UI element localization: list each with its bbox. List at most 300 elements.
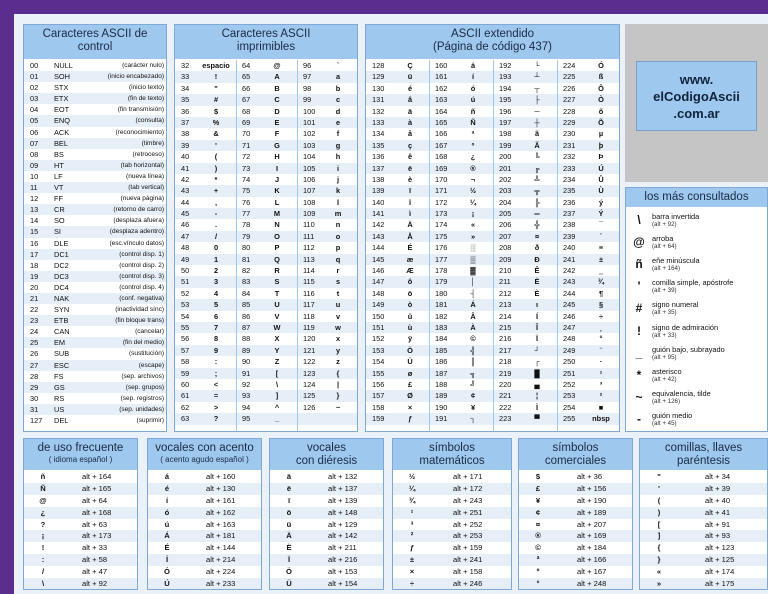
table-row [24, 293, 166, 304]
symbol-alt: alt + 246 [453, 579, 483, 589]
char-glyph: × [407, 402, 413, 412]
table-row [640, 483, 767, 495]
table-row [393, 495, 511, 507]
symbol-glyph: " [657, 472, 661, 481]
control-abbr: VT [54, 183, 64, 193]
symbol-alt: alt + 243 [453, 495, 483, 505]
table-row [519, 530, 632, 542]
table-row [393, 471, 511, 483]
bottom-panel-title: comillas, llaves [664, 442, 743, 454]
control-abbr: STX [54, 83, 69, 93]
table-row [175, 299, 357, 310]
table-row [24, 82, 166, 93]
char-code: 46 [181, 220, 190, 230]
char-glyph: Õ [598, 117, 604, 127]
char-code: 231 [563, 140, 576, 150]
char-code: 244 [563, 288, 576, 298]
symbol-glyph: } [657, 555, 661, 565]
table-row [24, 71, 166, 82]
char-glyph: - [214, 209, 218, 219]
symbol-alt: alt + 171 [453, 472, 483, 481]
most-consulted-glyph: # [635, 301, 643, 316]
char-glyph: ¾ [597, 277, 605, 287]
table-row [175, 197, 357, 208]
char-code: 142 [372, 220, 385, 230]
symbol-glyph: Ï [287, 555, 291, 565]
table-row [24, 60, 166, 71]
table-row [24, 530, 137, 542]
symbol-alt: alt + 172 [453, 483, 483, 493]
char-code: 241 [563, 254, 576, 264]
symbol-alt: alt + 175 [705, 579, 735, 589]
char-glyph: ÷ [598, 311, 604, 321]
most-consulted-panel [625, 187, 768, 432]
table-row [519, 507, 632, 519]
symbol-alt: alt + 167 [577, 567, 607, 577]
most-consulted-glyph: ! [637, 323, 641, 338]
char-glyph: h [335, 152, 341, 162]
control-desc: (tab horizontal) [120, 161, 164, 169]
char-code: 164 [435, 106, 448, 116]
char-code: 144 [372, 243, 385, 253]
char-glyph: x [335, 334, 341, 344]
page-content [14, 14, 768, 594]
control-code: 08 [30, 149, 39, 159]
most-consulted-name: guión bajo, subrayado [652, 344, 725, 354]
char-glyph: ┴ [534, 72, 540, 82]
char-code: 109 [303, 209, 316, 219]
most-consulted-glyph: ~ [635, 389, 643, 404]
char-code: 169 [435, 163, 448, 173]
symbol-alt: alt + 139 [328, 495, 358, 505]
char-glyph: ı [535, 300, 539, 310]
control-code: 11 [30, 183, 38, 193]
symbol-alt: alt + 253 [453, 531, 483, 541]
char-glyph: ¦ [535, 391, 539, 401]
extended-ascii-subtitle: (Página de código 437) [433, 40, 552, 53]
control-desc: (consulta) [135, 117, 164, 125]
char-glyph: © [470, 334, 476, 344]
table-row [175, 254, 357, 265]
char-glyph: ─ [534, 106, 540, 116]
table-row [640, 530, 767, 542]
char-glyph: Ó [598, 61, 604, 70]
char-glyph: ² [599, 391, 603, 401]
char-glyph: [ [275, 368, 279, 378]
char-code: 185 [435, 345, 448, 355]
char-glyph: Ç [407, 61, 413, 70]
symbol-glyph: { [657, 543, 661, 553]
control-code: 29 [30, 382, 39, 392]
symbol-alt: alt + 166 [577, 555, 607, 565]
table-row [640, 542, 767, 554]
char-code: 78 [242, 220, 251, 230]
char-code: 140 [372, 197, 385, 207]
char-code: 160 [435, 61, 448, 70]
char-glyph: § [598, 300, 604, 310]
control-code: 09 [30, 160, 39, 170]
char-glyph: Î [535, 322, 539, 332]
table-row [640, 519, 767, 531]
control-abbr: ETB [54, 316, 69, 326]
bottom-panel-title: vocales [307, 442, 346, 454]
control-code: 27 [30, 360, 39, 370]
char-code: 143 [372, 231, 385, 241]
char-code: 33 [181, 72, 190, 82]
char-code: 217 [499, 345, 512, 355]
char-glyph: µ [598, 129, 604, 139]
char-glyph: ø [407, 368, 413, 378]
symbol-glyph: ¿ [40, 507, 46, 517]
char-code: 135 [372, 140, 385, 150]
char-glyph: R [274, 266, 280, 276]
char-glyph: a [335, 72, 341, 82]
symbol-glyph: ® [535, 531, 541, 541]
char-glyph: 4 [213, 288, 219, 298]
control-abbr: FF [54, 194, 64, 204]
char-code: 159 [372, 414, 385, 424]
char-code: 133 [372, 117, 385, 127]
most-consulted-name: comilla simple, apóstrofe [652, 278, 734, 288]
bottom-panel-list [640, 471, 767, 590]
char-glyph: Y [274, 345, 280, 355]
char-code: 154 [372, 357, 385, 367]
most-consulted-alt: (alt + 39) [652, 287, 677, 295]
char-glyph: ¥ [470, 402, 476, 412]
bottom-panel [147, 438, 262, 590]
char-code: 232 [563, 152, 576, 162]
table-row [270, 507, 383, 519]
most-consulted-header [626, 188, 767, 207]
char-code: 59 [181, 368, 190, 378]
char-glyph: e [335, 117, 341, 127]
char-glyph: î [408, 197, 412, 207]
char-code: 44 [181, 197, 190, 207]
symbol-glyph: Ü [286, 579, 292, 589]
symbol-alt: alt + 130 [206, 483, 236, 493]
symbol-glyph: ö [286, 507, 292, 517]
char-code: 186 [435, 357, 448, 367]
char-glyph: ▒ [470, 254, 476, 264]
char-code: 179 [435, 277, 448, 287]
symbol-alt: alt + 132 [328, 472, 358, 481]
symbol-glyph: [ [657, 519, 661, 529]
char-glyph: ¢ [470, 391, 476, 401]
control-abbr: DC3 [54, 271, 69, 281]
symbol-glyph: ? [40, 519, 46, 529]
table-row [24, 138, 166, 149]
char-glyph: . [214, 220, 218, 230]
char-glyph: Ä [407, 220, 413, 230]
symbol-glyph: ¢ [535, 507, 541, 517]
symbol-alt: alt + 173 [82, 531, 112, 541]
control-code: 23 [30, 316, 39, 326]
char-glyph: X [274, 334, 280, 344]
symbol-glyph: / [41, 567, 45, 577]
control-desc: (inicio encabezado) [107, 73, 164, 81]
symbol-alt: alt + 165 [82, 483, 112, 493]
char-code: 115 [303, 277, 315, 287]
char-code: 151 [372, 322, 385, 332]
char-code: 166 [435, 129, 448, 139]
table-row [270, 542, 383, 554]
control-desc: (inicio texto) [128, 84, 164, 92]
control-code: 03 [30, 94, 39, 104]
char-glyph: q [335, 254, 341, 264]
char-glyph: ╩ [534, 174, 540, 184]
symbol-glyph: Ñ [40, 483, 46, 493]
symbol-glyph: Ä [286, 531, 292, 541]
symbol-glyph: Í [165, 555, 169, 565]
symbol-glyph: × [409, 567, 415, 577]
char-glyph: ' [215, 140, 217, 150]
control-abbr: FS [54, 371, 64, 381]
char-code: 75 [242, 186, 251, 196]
char-glyph: Ü [407, 357, 413, 367]
table-row [175, 151, 357, 162]
char-glyph: 5 [213, 300, 219, 310]
bottom-panel [518, 438, 633, 590]
char-glyph: Ø [407, 391, 413, 401]
char-code: 94 [242, 402, 251, 412]
list-item [626, 387, 767, 410]
char-glyph: í [471, 72, 475, 82]
char-glyph: W [273, 322, 281, 332]
char-code: 51 [181, 277, 190, 287]
char-code: 62 [181, 402, 190, 412]
char-code: 199 [499, 140, 512, 150]
char-code: 251 [563, 368, 576, 378]
char-glyph: Ö [407, 345, 413, 355]
char-code: 194 [499, 83, 512, 93]
char-code: 196 [499, 106, 512, 116]
symbol-alt: alt + 224 [206, 567, 236, 577]
control-desc: (sep. grupos) [125, 383, 164, 391]
char-glyph: o [335, 231, 341, 241]
symbol-alt: alt + 181 [206, 531, 236, 541]
char-glyph: ╔ [534, 163, 540, 173]
char-code: 47 [181, 231, 190, 241]
char-code: 201 [499, 163, 512, 173]
symbol-glyph: £ [535, 483, 541, 493]
char-glyph: ¯ [598, 220, 604, 230]
char-glyph: ! [214, 72, 218, 82]
char-code: 253 [563, 391, 576, 401]
char-code: 137 [372, 163, 385, 173]
char-glyph: \ [275, 379, 279, 389]
symbol-alt: alt + 190 [577, 495, 607, 505]
table-row [24, 337, 166, 348]
char-code: 237 [563, 209, 576, 219]
char-code: 173 [435, 209, 448, 219]
char-glyph: espacio [202, 61, 230, 70]
char-code: 203 [499, 186, 512, 196]
char-code: 212 [499, 288, 512, 298]
char-glyph: F [274, 129, 280, 139]
table-row [24, 249, 166, 260]
control-abbr: BS [54, 149, 64, 159]
char-code: 119 [303, 322, 315, 332]
char-glyph: þ [598, 140, 604, 150]
char-code: 54 [181, 311, 190, 321]
char-glyph: H [274, 152, 280, 162]
control-desc: (fin de texto) [127, 95, 164, 103]
table-row [24, 371, 166, 382]
char-code: 176 [435, 243, 448, 253]
char-glyph: ┐ [470, 414, 476, 424]
char-code: 239 [563, 231, 576, 241]
table-row [24, 171, 166, 182]
char-glyph: { [336, 368, 340, 378]
char-glyph: $ [213, 106, 219, 116]
char-code: 110 [303, 220, 315, 230]
char-code: 32 [181, 61, 190, 70]
control-abbr: SYN [54, 305, 70, 315]
char-glyph: ü [407, 72, 413, 82]
list-item [626, 365, 767, 388]
char-glyph: ° [599, 334, 603, 344]
symbol-alt: alt + 161 [206, 495, 236, 505]
char-code: 229 [563, 117, 576, 127]
char-glyph: ¶ [598, 288, 604, 298]
char-glyph: │ [470, 277, 476, 287]
char-code: 162 [435, 83, 448, 93]
symbol-alt: alt + 154 [328, 579, 358, 589]
symbol-alt: alt + 159 [453, 543, 483, 553]
char-code: 215 [499, 322, 512, 332]
symbol-alt: alt + 64 [82, 495, 108, 505]
char-glyph: ┼ [534, 117, 540, 127]
char-glyph: A [274, 72, 280, 82]
control-code: 10 [30, 171, 39, 181]
char-glyph: é [407, 83, 413, 93]
control-abbr: CR [54, 205, 65, 215]
bottom-panel [23, 438, 138, 590]
control-abbr: NULL [54, 61, 73, 70]
table-row [393, 578, 511, 590]
list-item [626, 298, 767, 321]
char-code: 56 [181, 334, 190, 344]
table-row [24, 182, 166, 193]
char-code: 230 [563, 129, 576, 139]
logo-line-2: elCodigoAscii [653, 89, 740, 104]
char-glyph: ╣ [470, 345, 476, 355]
table-row [24, 542, 137, 554]
char-code: 64 [242, 61, 251, 70]
table-row [24, 315, 166, 326]
char-glyph: └ [534, 61, 540, 70]
char-code: 124 [303, 379, 316, 389]
char-code: 227 [563, 95, 576, 105]
char-code: 170 [435, 174, 448, 184]
site-logo[interactable] [636, 61, 757, 131]
most-consulted-glyph: ' [637, 279, 641, 294]
symbol-alt: alt + 207 [577, 519, 607, 529]
bottom-panel-title: de uso frecuente [37, 442, 124, 454]
char-code: 83 [242, 277, 251, 287]
char-code: 49 [181, 254, 190, 264]
control-abbr: DLE [54, 238, 69, 248]
symbol-glyph: Ú [164, 579, 170, 589]
control-desc: (control disp. 3) [119, 272, 164, 280]
char-code: 74 [242, 174, 251, 184]
control-desc: (control disp. 2) [119, 261, 164, 269]
extended-ascii-title: ASCII extendido [450, 28, 535, 40]
char-glyph: ╗ [470, 368, 476, 378]
table-row [175, 288, 357, 299]
char-code: 174 [435, 220, 448, 230]
table-row [24, 519, 137, 531]
char-code: 84 [242, 288, 251, 298]
char-glyph: ┬ [534, 83, 540, 93]
control-abbr: BEL [54, 138, 68, 148]
table-row [175, 71, 357, 82]
char-glyph: ¤ [534, 231, 540, 241]
symbol-glyph: ] [657, 531, 661, 541]
table-row [175, 208, 357, 219]
control-abbr: ESC [54, 360, 70, 370]
char-code: 248 [563, 334, 576, 344]
control-code: 15 [30, 227, 39, 237]
symbol-glyph: $ [535, 472, 541, 481]
char-glyph: Ô [598, 83, 604, 93]
char-glyph: U [274, 300, 280, 310]
char-code: 228 [563, 106, 576, 116]
table-row [270, 578, 383, 590]
bottom-panel-title-2: comerciales [544, 454, 607, 467]
table-row [519, 542, 632, 554]
char-glyph: ¹ [599, 368, 603, 378]
char-glyph: p [335, 243, 341, 253]
char-code: 195 [499, 95, 512, 105]
char-code: 141 [372, 209, 385, 219]
char-glyph: ; [214, 368, 218, 378]
table-row [24, 348, 166, 359]
char-glyph: ò [407, 300, 413, 310]
char-glyph: Ë [534, 277, 540, 287]
table-row [24, 271, 166, 282]
char-code: 192 [499, 61, 512, 70]
char-code: 132 [372, 106, 385, 116]
table-row [270, 471, 383, 483]
table-row [148, 507, 261, 519]
printable-chars-list [175, 60, 357, 425]
symbol-glyph: º [536, 567, 540, 577]
control-code: 02 [30, 83, 39, 93]
char-code: 69 [242, 117, 251, 127]
char-code: 53 [181, 300, 190, 310]
char-code: 57 [181, 345, 190, 355]
char-code: 247 [563, 322, 576, 332]
char-code: 105 [303, 163, 316, 173]
char-code: 238 [563, 220, 576, 230]
char-glyph: 7 [213, 322, 219, 332]
table-row [640, 471, 767, 483]
char-code: 90 [242, 357, 251, 367]
char-glyph: » [470, 231, 476, 241]
char-glyph: , [214, 197, 218, 207]
symbol-glyph: ¹ [410, 507, 414, 517]
char-code: 222 [499, 402, 512, 412]
char-glyph: ╦ [534, 186, 540, 196]
table-row [148, 471, 261, 483]
table-row [24, 204, 166, 215]
char-code: 117 [303, 300, 315, 310]
symbol-alt: alt + 174 [705, 567, 735, 577]
char-glyph: P [274, 243, 280, 253]
control-desc: (sep. registros) [120, 394, 164, 402]
control-code: 14 [30, 216, 39, 226]
